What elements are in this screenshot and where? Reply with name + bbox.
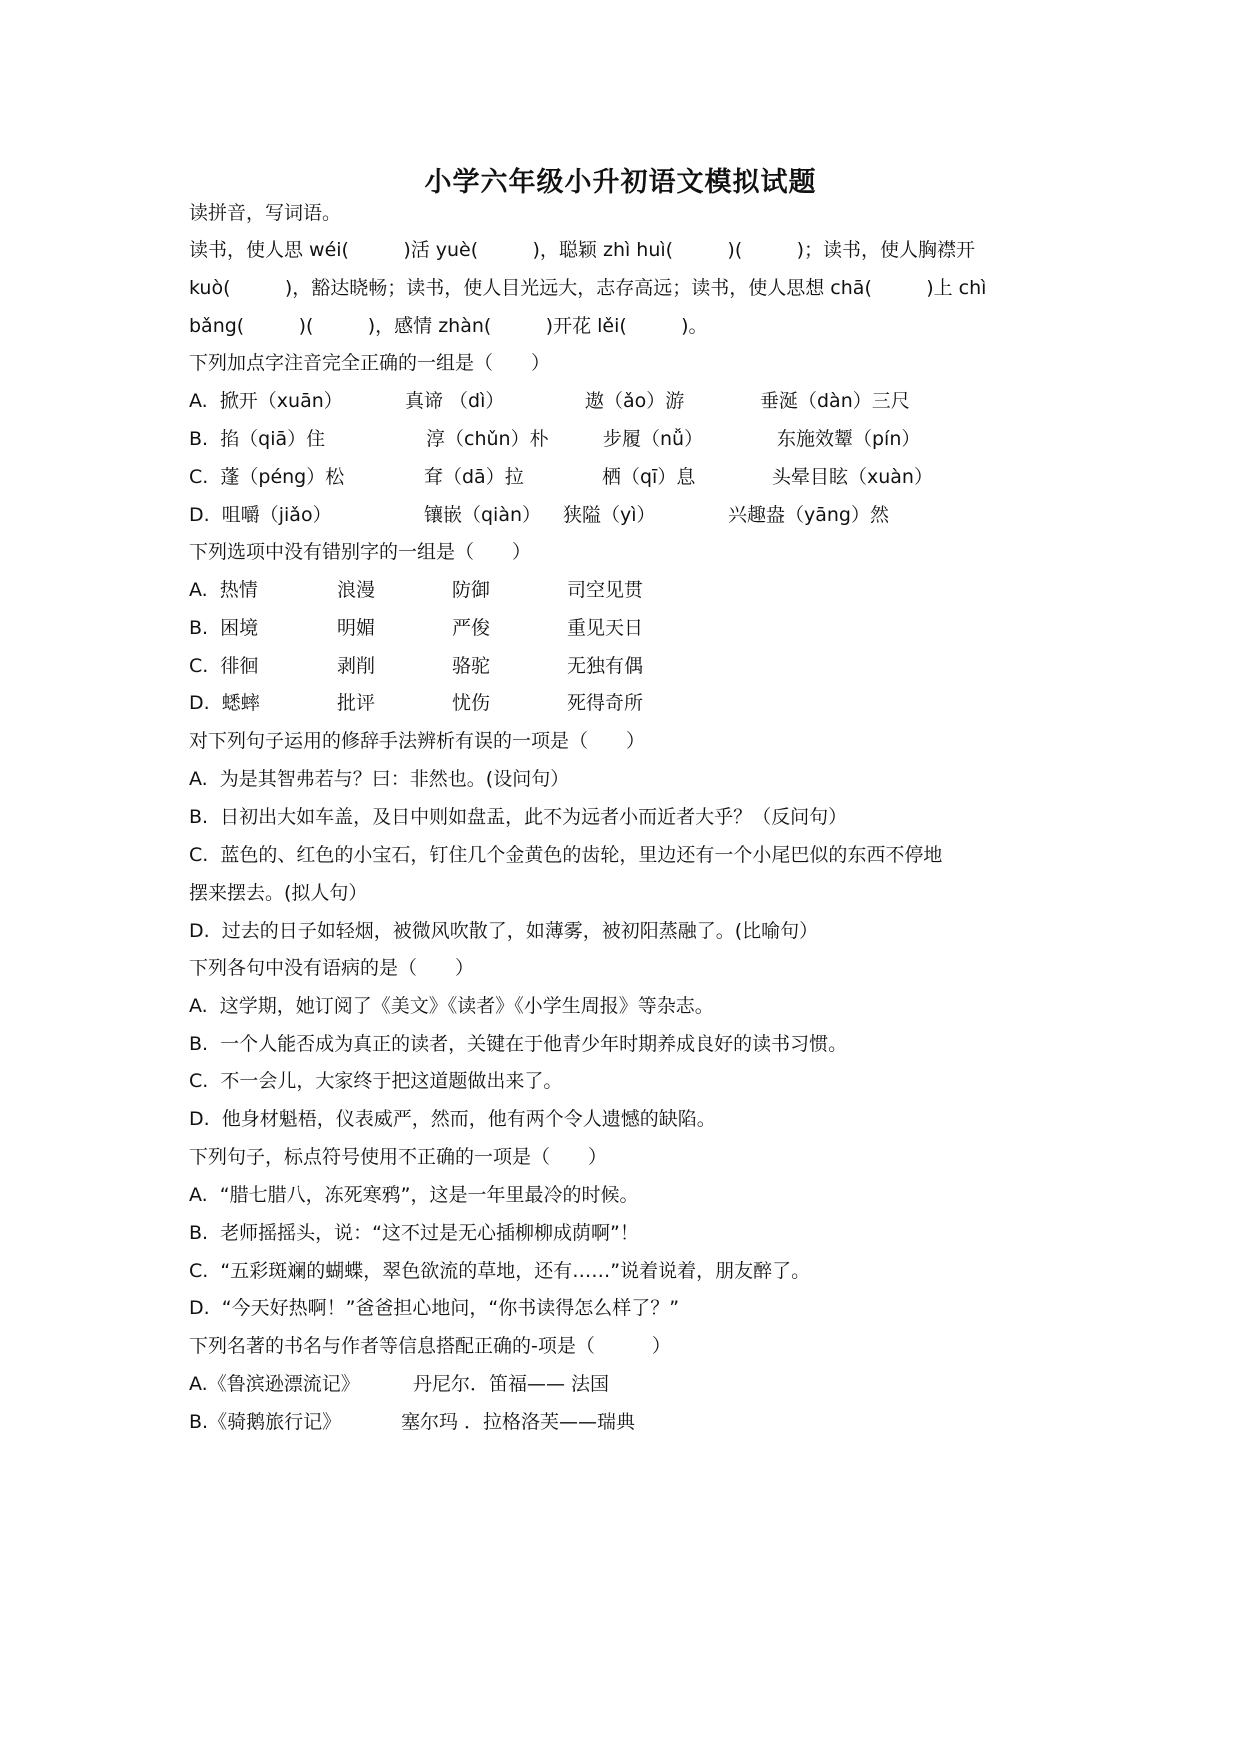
q5-option-a: A. 这学期，她订阅了《美文》《读者》《小学生周报》等杂志。 xyxy=(189,995,714,1017)
q3-option-c-col4: 无独有偶 xyxy=(567,655,644,677)
q6-option-c: C. “五彩斑斓的蝴蝶，翠色欲流的草地，还有……”说着说着，朋友醉了。 xyxy=(189,1260,811,1282)
q5-option-c: C. 不一会儿，大家终于把这道题做出来了。 xyxy=(189,1070,563,1092)
q3-option-a-col1: A. 热情 xyxy=(189,579,258,601)
q2-option-a-col3: 遨（ǎo）游 xyxy=(585,390,685,412)
q6-option-a: A. “腊七腊八，冻死寒鸦”，这是一年里最冷的时候。 xyxy=(189,1184,639,1206)
q5-option-b: B. 一个人能否成为真正的读者，关键在于他青少年时期养成良好的读书习惯。 xyxy=(189,1033,848,1055)
q6-option-b: B. 老师摇摇头，说：“这不过是无心插柳柳成荫啊”！ xyxy=(189,1222,639,1244)
q3-option-d-col1: D. 蟋蟀 xyxy=(189,692,260,714)
q2-option-b-col1: B. 掐（qiā）住 xyxy=(189,428,326,450)
q4-option-c: C. 蓝色的、红色的小宝石，钉住几个金黄色的齿轮，里边还有一个小尾巴似的东西不停地 xyxy=(189,844,943,866)
q2-option-c-col3: 栖（qī）息 xyxy=(602,466,696,488)
q3-option-b-col3: 严俊 xyxy=(452,617,491,639)
q3-heading: 下列选项中没有错别字的一组是（ ） xyxy=(189,541,532,563)
q3-option-a-col2: 浪漫 xyxy=(337,579,376,601)
q1-line: 读书，使人思 wéi( )活 yuè( )，聪颖 zhì huì( )( )；读书，使人胸襟开 xyxy=(189,239,976,261)
q2-option-c-col1: C. 蓬（péng）松 xyxy=(189,466,345,488)
q2-option-a-col4: 垂涎（dàn）三尺 xyxy=(760,390,910,412)
q2-option-a-col2: 真谛 （dì） xyxy=(405,390,505,412)
q1-line: bǎng( )( )，感情 zhàn( )开花 lěi( )。 xyxy=(189,315,708,337)
q3-option-d-col3: 忧伤 xyxy=(452,692,491,714)
q7-option-b-title: B.《骑鹅旅行记》 xyxy=(189,1411,342,1433)
q2-option-a-col1: A. 掀开（xuān） xyxy=(189,390,343,412)
q4-heading: 对下列句子运用的修辞手法辨析有误的一项是（ ） xyxy=(189,730,646,752)
q2-option-b-col2: 淳（chǔn）朴 xyxy=(426,428,549,450)
q3-option-b-col2: 明媚 xyxy=(337,617,376,639)
q5-heading: 下列各句中没有语病的是（ ） xyxy=(189,957,475,979)
q3-option-c-col3: 骆驼 xyxy=(452,655,491,677)
q2-option-c-col2: 耷（dā）拉 xyxy=(424,466,524,488)
q4-option-d: D. 过去的日子如轻烟，被微风吹散了，如薄雾，被初阳蒸融了。(比喻句） xyxy=(189,920,819,942)
q7-heading: 下列名著的书名与作者等信息搭配正确的-项是（ ） xyxy=(189,1335,671,1357)
q2-option-b-col3: 步履（nǚ） xyxy=(603,428,704,450)
q3-option-c-col2: 剥削 xyxy=(337,655,376,677)
q3-option-a-col3: 防御 xyxy=(452,579,491,601)
q7-option-a-title: A.《鲁滨逊漂流记》 xyxy=(189,1373,360,1395)
q2-option-d-col2: 镶嵌（qiàn） xyxy=(424,504,542,526)
q4-option-b: B. 日初出大如车盖，及日中则如盘盂，此不为远者小而近者大乎？（反问句） xyxy=(189,806,848,828)
q3-option-b-col4: 重见天日 xyxy=(567,617,644,639)
q1-line: kuò( )，豁达晓畅；读书，使人目光远大，志存高远；读书，使人思想 chā( )上 chì xyxy=(189,277,987,299)
q3-option-c-col1: C. 徘徊 xyxy=(189,655,259,677)
q6-heading: 下列句子，标点符号使用不正确的一项是（ ） xyxy=(189,1146,608,1168)
q2-option-d-col4: 兴趣盎（yāng）然 xyxy=(728,504,889,526)
q3-option-d-col2: 批评 xyxy=(337,692,376,714)
q5-option-d: D. 他身材魁梧，仪表威严，然而，他有两个令人遗憾的缺陷。 xyxy=(189,1108,716,1130)
q3-option-b-col1: B. 困境 xyxy=(189,617,259,639)
q2-option-d-col3: 狭隘（yì） xyxy=(563,504,656,526)
q7-option-a-author: 丹尼尔．笛福—— 法国 xyxy=(413,1373,610,1395)
q3-option-a-col4: 司空见贯 xyxy=(567,579,644,601)
q6-option-d: D. “今天好热啊！”爸爸担心地问，“你书读得怎么样了？” xyxy=(189,1297,680,1319)
q2-option-c-col4: 头晕目眩（xuàn） xyxy=(772,466,933,488)
q2-heading: 下列加点字注音完全正确的一组是（ ） xyxy=(189,352,551,374)
q2-option-b-col4: 东施效颦（pín） xyxy=(777,428,921,450)
q2-option-d-col1: D. 咀嚼（jiǎo） xyxy=(189,504,332,526)
q4-option-c-cont: 摆来摆去。(拟人句） xyxy=(189,882,368,904)
page-title: 小学六年级小升初语文模拟试题 xyxy=(424,167,817,198)
q3-option-d-col4: 死得奇所 xyxy=(567,692,644,714)
q7-option-b-author: 塞尔玛 ．拉格洛芙——瑞典 xyxy=(401,1411,636,1433)
q1-heading: 读拼音，写词语。 xyxy=(189,202,342,224)
q4-option-a: A. 为是其智弗若与？曰：非然也。(设问句） xyxy=(189,768,570,790)
